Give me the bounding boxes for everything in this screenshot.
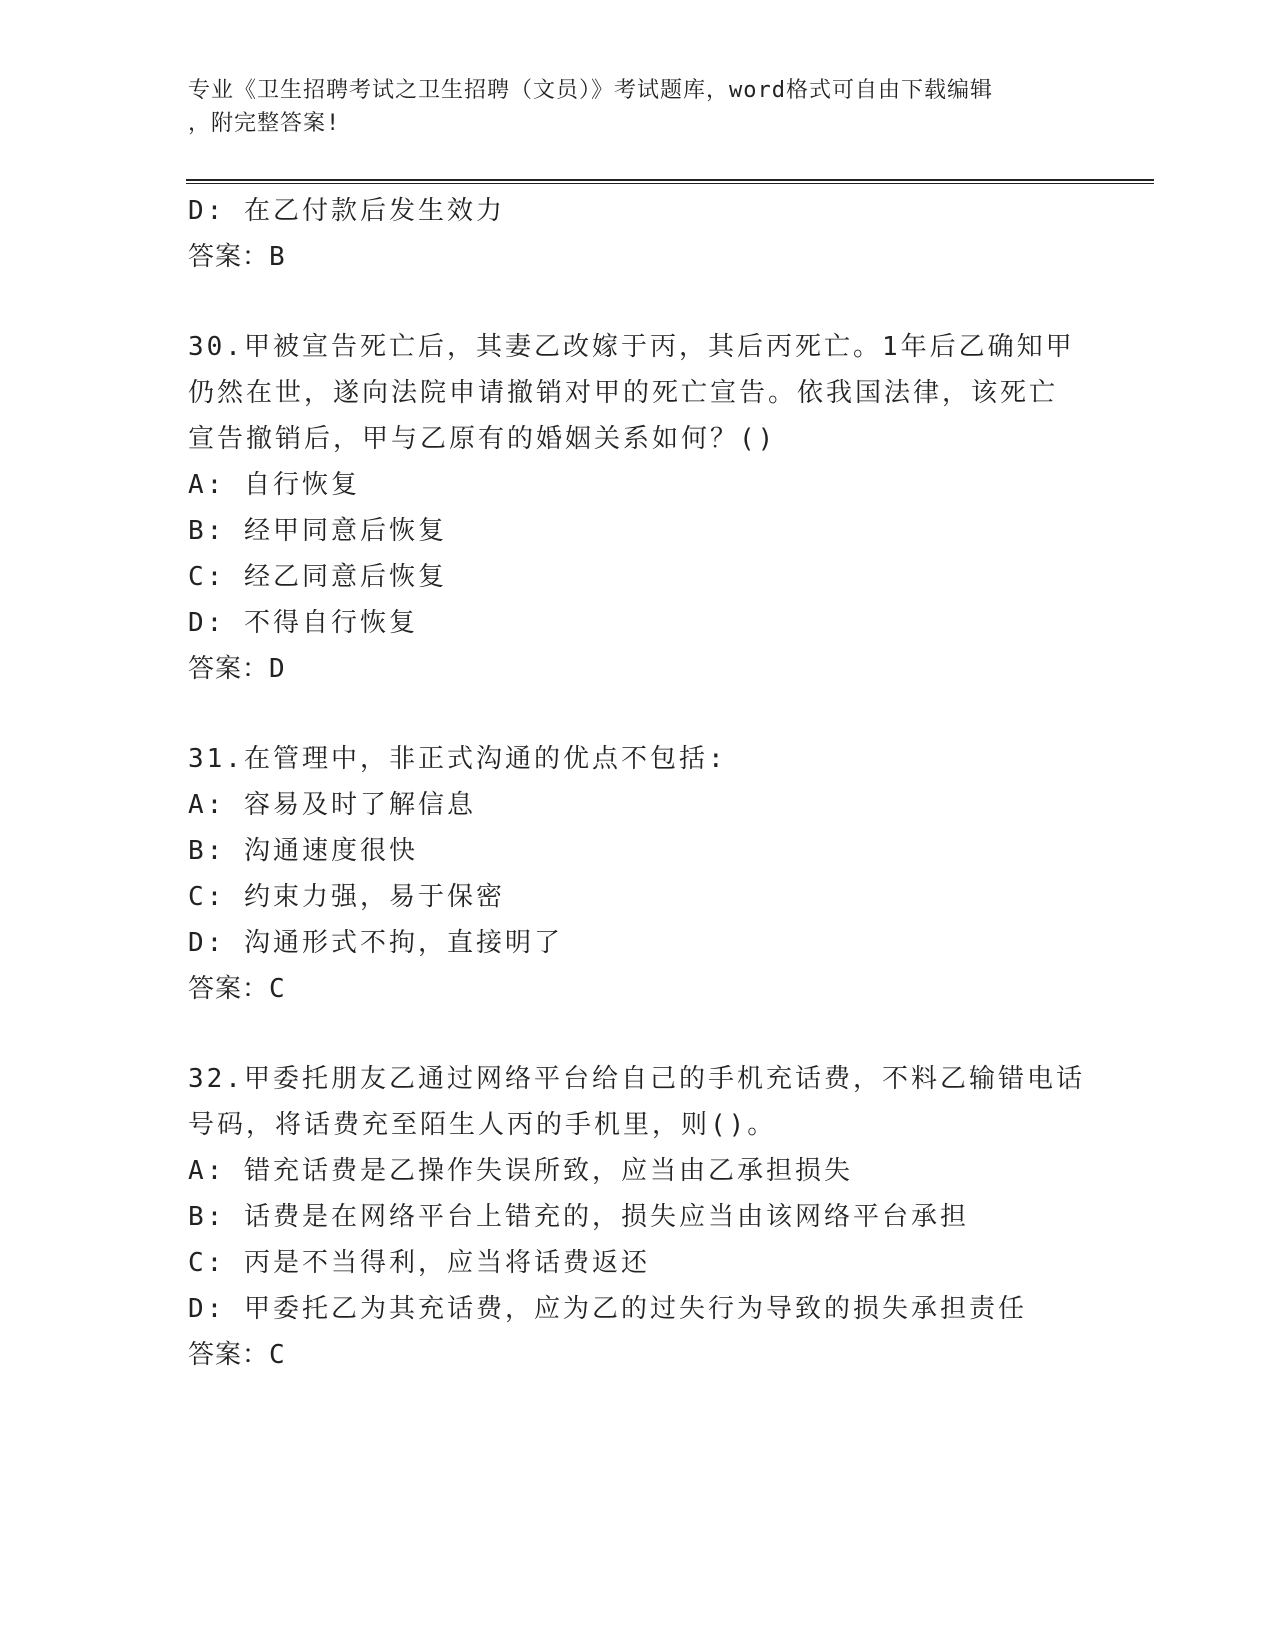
document-header	[188, 74, 1068, 140]
option-b: B: 话费是在网络平台上错充的，损失应当由该网络平台承担	[188, 1202, 969, 1232]
question-stem-line: 号码，将话费充至陌生人丙的手机里，则()。	[188, 1110, 777, 1140]
answer-line: 答案：C	[188, 1340, 286, 1370]
option-d: D: 甲委托乙为其充话费，应为乙的过失行为导致的损失承担责任	[188, 1294, 1027, 1324]
option-b: B: 沟通速度很快	[188, 836, 418, 866]
option-c: C: 丙是不当得利，应当将话费返还	[188, 1248, 650, 1278]
option-a: A: 自行恢复	[188, 470, 360, 500]
question-stem-line: 31.在管理中，非正式沟通的优点不包括:	[188, 744, 727, 774]
option-b: B: 经甲同意后恢复	[188, 516, 447, 546]
answer-line: 答案：D	[188, 654, 286, 684]
header-divider-thick	[186, 179, 1154, 181]
header-line-2: ，附完整答案!	[188, 111, 341, 136]
option-c: C: 约束力强，易于保密	[188, 882, 505, 912]
header-divider-thin	[186, 183, 1154, 184]
option-d: D: 在乙付款后发生效力	[188, 196, 505, 226]
question-stem-line: 仍然在世，遂向法院申请撤销对甲的死亡宣告。依我国法律，该死亡	[188, 378, 1059, 408]
question-30	[188, 324, 1088, 692]
option-c: C: 经乙同意后恢复	[188, 562, 447, 592]
option-a: A: 容易及时了解信息	[188, 790, 476, 820]
option-d: D: 沟通形式不拘，直接明了	[188, 928, 563, 958]
question-31	[188, 736, 1088, 1012]
question-stem-line: 宣告撤销后，甲与乙原有的婚姻关系如何？()	[188, 424, 777, 454]
question-stem-line: 32.甲委托朋友乙通过网络平台给自己的手机充话费，不料乙输错电话	[188, 1064, 1085, 1094]
header-line-1: 专业《卫生招聘考试之卫生招聘（文员）》考试题库，word格式可自由下载编辑	[188, 78, 993, 103]
answer-line: 答案：B	[188, 242, 286, 272]
answer-line: 答案：C	[188, 974, 286, 1004]
question-32	[188, 1056, 1088, 1378]
option-a: A: 错充话费是乙操作失误所致，应当由乙承担损失	[188, 1156, 853, 1186]
document-body	[188, 188, 1088, 1378]
option-d: D: 不得自行恢复	[188, 608, 418, 638]
question-stem-line: 30.甲被宣告死亡后，其妻乙改嫁于丙，其后丙死亡。1年后乙确知甲	[188, 332, 1075, 362]
previous-question-tail	[188, 188, 1088, 280]
